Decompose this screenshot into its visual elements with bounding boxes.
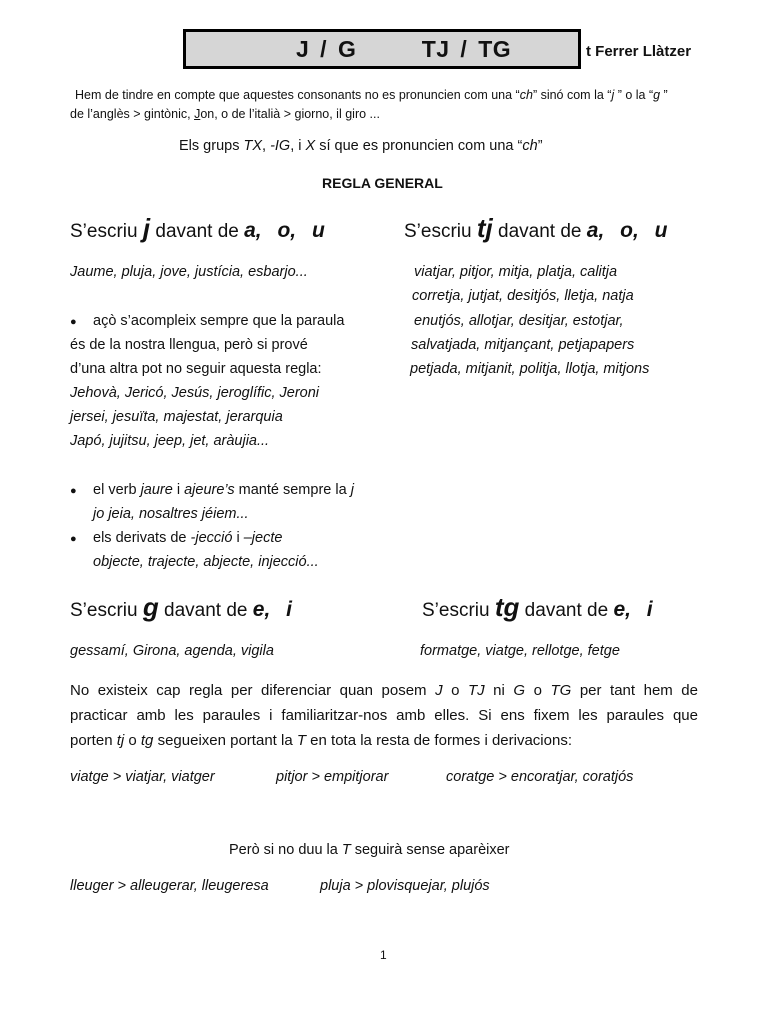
derivation-1: viatge > viatjar, viatger bbox=[70, 769, 215, 785]
author-name: t Ferrer Llàtzer bbox=[586, 43, 692, 60]
bullet-icon: ● bbox=[70, 316, 77, 328]
bullet-icon: ● bbox=[70, 485, 77, 497]
bullet3-line: els derivats de -jecció i –jecte bbox=[93, 530, 283, 546]
bullet2-line: el verb jaure i ajeure’s manté sempre la j bbox=[93, 482, 354, 498]
bullet1-line-1: açò s’acompleix sempre que la paraula bbox=[93, 313, 345, 329]
page-number: 1 bbox=[380, 948, 387, 962]
paragraph-line-2: practicar amb les paraules i familiaritzar-nos amb elles. Si ens fixem les paraules que bbox=[70, 707, 698, 724]
paragraph-line-1: No existeix cap regla per diferenciar quan posem J o TJ ni G o TG per tant hem de bbox=[70, 682, 698, 699]
heading-j: S’escriu j davant de a, o, u bbox=[70, 213, 325, 243]
bullet1-example-2: jersei, jesuïta, majestat, jerarquia bbox=[70, 409, 283, 425]
j-examples: Jaume, pluja, jove, justícia, esbarjo... bbox=[70, 264, 308, 280]
bullet2-example: jo jeia, nosaltres jéiem... bbox=[93, 506, 249, 522]
derivation-2: pitjor > empitjorar bbox=[276, 769, 389, 785]
bullet1-line-2: és de la nostra llengua, però si prové bbox=[70, 337, 308, 353]
derivation-3: coratge > encoratjar, coratjós bbox=[446, 769, 634, 785]
no-t-line: Però si no duu la T seguirà sense aparèixer bbox=[229, 842, 510, 858]
intro-line-1: Hem de tindre en compte que aquestes consonants no es pronuncien com una “ch” sinó com la “j ” o la “g ” bbox=[75, 88, 668, 102]
g-examples: gessamí, Girona, agenda, vigila bbox=[70, 643, 274, 659]
page-title: J / G TJ / TG bbox=[296, 36, 512, 62]
heading-tj: S’escriu tj davant de a, o, u bbox=[404, 213, 668, 243]
paragraph-line-3: porten tj o tg segueixen portant la T en tota la resta de formes i derivacions: bbox=[70, 732, 572, 749]
tj-examples-2: corretja, jutjat, desitjós, lletja, natja bbox=[412, 288, 634, 304]
bullet1-example-3: Japó, jujitsu, jeep, jet, aràujia... bbox=[70, 433, 270, 449]
no-t-example-1: lleuger > alleugerar, lleugeresa bbox=[70, 878, 269, 894]
bullet3-example: objecte, trajecte, abjecte, injecció... bbox=[93, 554, 319, 570]
tj-examples-3: enutjós, allotjar, desitjar, estotjar, bbox=[414, 313, 624, 329]
bullet1-line-3: d’una altra pot no seguir aquesta regla: bbox=[70, 361, 322, 377]
intro-line-2: de l’anglès > gintònic, Jon, o de l’italià > giorno, il giro ... bbox=[70, 107, 380, 121]
bullet1-example-1: Jehovà, Jericó, Jesús, jeroglífic, Jeroni bbox=[70, 385, 320, 401]
groups-line: Els grups TX, -IG, i X sí que es pronuncien com una “ch” bbox=[179, 138, 543, 154]
tg-examples: formatge, viatge, rellotge, fetge bbox=[420, 643, 620, 659]
rule-title: REGLA GENERAL bbox=[322, 175, 443, 191]
tj-examples-4: salvatjada, mitjançant, petjapapers bbox=[411, 337, 635, 353]
tj-examples-1: viatjar, pitjor, mitja, platja, calitja bbox=[414, 264, 618, 280]
no-t-example-2: pluja > plovisquejar, plujós bbox=[320, 878, 490, 894]
heading-g: S’escriu g davant de e, i bbox=[70, 592, 292, 622]
heading-tg: S’escriu tg davant de e, i bbox=[422, 592, 653, 622]
bullet-icon: ● bbox=[70, 533, 77, 545]
tj-examples-5: petjada, mitjanit, politja, llotja, mitjons bbox=[410, 361, 650, 377]
